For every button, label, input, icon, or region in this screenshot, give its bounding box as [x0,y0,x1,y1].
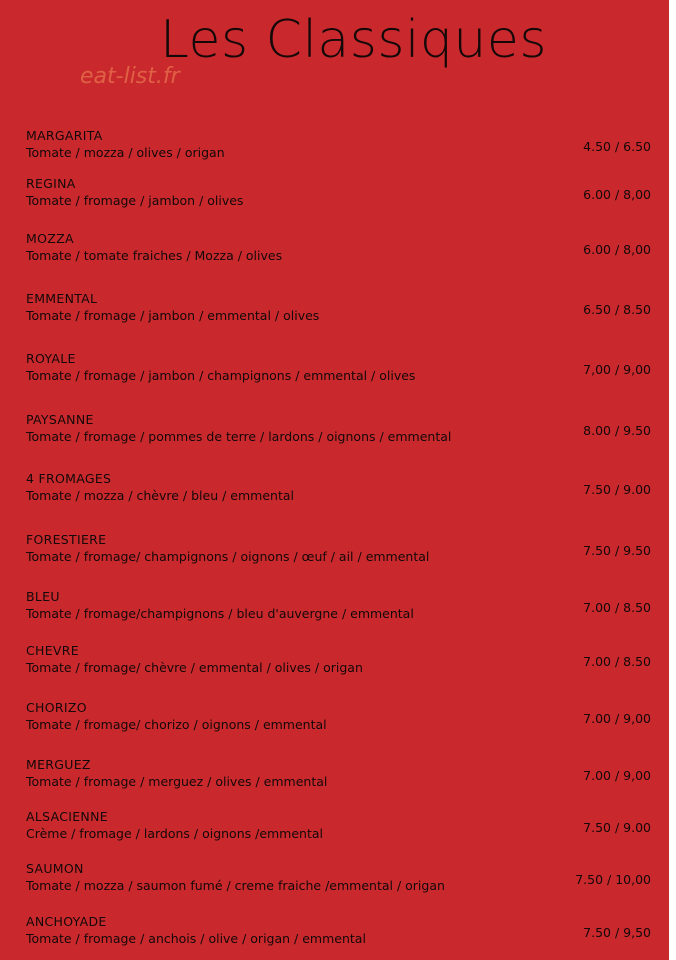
item-price: 7.50 / 9.50 [583,543,651,558]
item-price: 7.50 / 9,50 [583,925,651,940]
item-ingredients: Tomate / fromage/champignons / bleu d'auvergne / emmental [26,606,414,621]
item-name: ALSACIENNE [26,809,108,824]
item-price: 6.00 / 8,00 [583,187,651,202]
item-ingredients: Tomate / mozza / chèvre / bleu / emmental [26,488,294,503]
item-name: ANCHOYADE [26,914,107,929]
item-ingredients: Tomate / fromage/ champignons / oignons / œuf / ail / emmental [26,549,430,564]
item-price: 6.50 / 8.50 [583,302,651,317]
item-price: 7.50 / 10,00 [575,872,651,887]
item-name: REGINA [26,176,76,191]
item-ingredients: Tomate / fromage/ chèvre / emmental / olives / origan [26,660,363,675]
item-name: EMMENTAL [26,291,98,306]
item-name: CHEVRE [26,643,79,658]
item-ingredients: Tomate / fromage / merguez / olives / emmental [26,774,328,789]
item-name: FORESTIERE [26,532,107,547]
item-price: 7.50 / 9.00 [583,820,651,835]
item-ingredients: Tomate / fromage / pommes de terre / lardons / oignons / emmental [26,429,452,444]
item-price: 7.00 / 9,00 [583,711,651,726]
item-name: SAUMON [26,861,84,876]
item-price: 8.00 / 9.50 [583,423,651,438]
item-name: 4 FROMAGES [26,471,112,486]
item-price: 6.00 / 8,00 [583,242,651,257]
item-ingredients: Tomate / tomate fraiches / Mozza / olives [26,248,283,263]
item-ingredients: Tomate / fromage / anchois / olive / origan / emmental [26,931,366,946]
item-name: BLEU [26,589,60,604]
item-ingredients: Tomate / fromage / jambon / emmental / olives [26,308,320,323]
item-name: ROYALE [26,351,76,366]
item-price: 7.00 / 8.50 [583,654,651,669]
item-ingredients: Tomate / fromage / jambon / champignons / emmental / olives [26,368,416,383]
item-name: CHORIZO [26,700,87,715]
item-ingredients: Tomate / mozza / olives / origan [26,145,225,160]
item-price: 7.50 / 9.00 [583,482,651,497]
right-border-strip [669,0,676,960]
item-price: 4.50 / 6.50 [583,139,651,154]
item-price: 7.00 / 8.50 [583,600,651,615]
item-price: 7,00 / 9,00 [583,362,651,377]
item-ingredients: Crème / fromage / lardons / oignons /emmental [26,826,324,841]
item-name: MERGUEZ [26,757,91,772]
item-ingredients: Tomate / mozza / saumon fumé / creme fraiche /emmental / origan [26,878,445,893]
item-ingredients: Tomate / fromage/ chorizo / oignons / emmental [26,717,327,732]
page-title: Les Classiques [160,10,547,70]
item-ingredients: Tomate / fromage / jambon / olives [26,193,244,208]
item-price: 7.00 / 9,00 [583,768,651,783]
item-name: MARGARITA [26,128,103,143]
item-name: MOZZA [26,231,74,246]
item-name: PAYSANNE [26,412,94,427]
watermark: eat-list.fr [80,64,180,89]
